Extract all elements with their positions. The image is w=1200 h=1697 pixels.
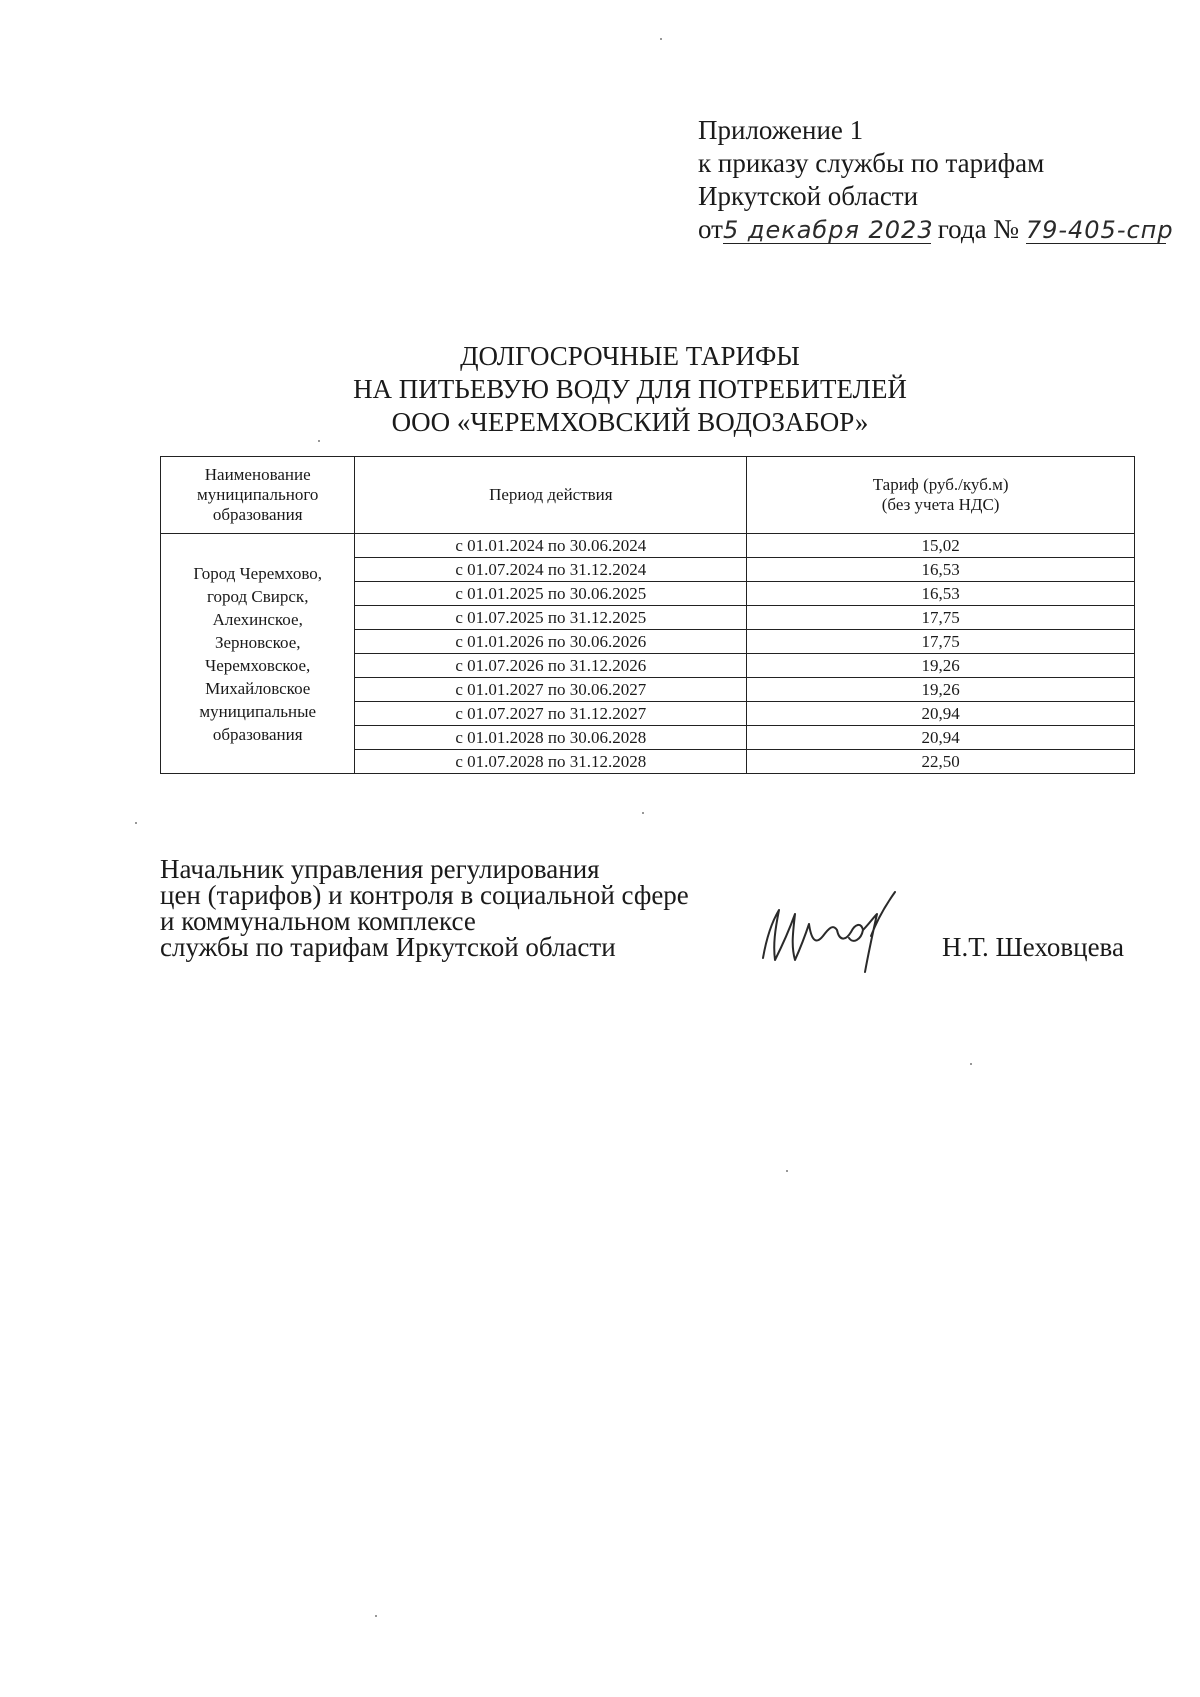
signer-name: Н.Т. Шеховцева	[942, 932, 1124, 962]
municipality-line: образования	[212, 725, 303, 744]
handwritten-signature	[745, 880, 935, 980]
scan-speck	[660, 38, 662, 40]
municipality-cell	[161, 534, 355, 774]
header-municipality	[161, 457, 355, 534]
tariff-cell: 16,53	[747, 582, 1135, 606]
tariff-cell: 20,94	[747, 702, 1135, 726]
header-municipality-line: образования	[212, 505, 303, 524]
header-tariff-line: (без учета НДС)	[881, 495, 1000, 514]
title-line-2: НА ПИТЬЕВУЮ ВОДУ ДЛЯ ПОТРЕБИТЕЛЕЙ	[353, 374, 907, 404]
period-cell: с 01.07.2027 по 31.12.2027	[355, 702, 747, 726]
signer-block	[160, 856, 800, 960]
scan-speck	[642, 812, 644, 814]
tariff-cell: 19,26	[747, 678, 1135, 702]
tariff-cell: 20,94	[747, 726, 1135, 750]
handwritten-date: 5 декабря 2023	[722, 216, 934, 244]
tariff-cell: 17,75	[747, 630, 1135, 654]
tariff-cell: 19,26	[747, 654, 1135, 678]
header-period: Период действия	[355, 457, 747, 534]
title-line-1: ДОЛГОСРОЧНЫЕ ТАРИФЫ	[460, 341, 800, 371]
appendix-line-1: Приложение 1	[698, 115, 864, 145]
signer-position-line-3: и коммунальном комплексе	[160, 906, 476, 936]
period-cell: с 01.01.2028 по 30.06.2028	[355, 726, 747, 750]
signer-position-line-1: Начальник управления регулирования	[160, 854, 600, 884]
appendix-header	[698, 114, 1174, 246]
table-body	[161, 534, 1135, 774]
signer-position-line-2: цен (тарифов) и контроля в социальной сфере	[160, 880, 689, 910]
table-header-row	[161, 457, 1135, 534]
scan-speck	[135, 822, 137, 824]
tariff-cell: 15,02	[747, 534, 1135, 558]
period-cell: с 01.07.2025 по 31.12.2025	[355, 606, 747, 630]
year-label: года №	[937, 214, 1020, 244]
tariff-cell: 16,53	[747, 558, 1135, 582]
header-municipality-line: муниципального	[197, 485, 319, 504]
municipality-line: Михайловское	[205, 679, 311, 698]
scan-speck	[375, 1615, 377, 1617]
scan-speck	[970, 1063, 972, 1065]
period-cell: с 01.01.2025 по 30.06.2025	[355, 582, 747, 606]
tariff-cell: 22,50	[747, 750, 1135, 774]
period-cell: с 01.01.2026 по 30.06.2026	[355, 630, 747, 654]
municipality-line: Зерновское,	[214, 633, 301, 652]
header-municipality-line: Наименование	[204, 465, 311, 484]
municipality-line: Город Черемхово,	[193, 564, 323, 583]
signer-position-line-4: службы по тарифам Иркутской области	[160, 932, 616, 962]
header-tariff	[747, 457, 1135, 534]
title-line-3: ООО «ЧЕРЕМХОВСКИЙ ВОДОЗАБОР»	[391, 407, 869, 437]
period-cell: с 01.07.2024 по 31.12.2024	[355, 558, 747, 582]
scan-speck	[318, 440, 320, 442]
tariff-cell: 17,75	[747, 606, 1135, 630]
table-row	[161, 534, 1135, 558]
document-title	[300, 340, 960, 439]
appendix-line-2: к приказу службы по тарифам	[698, 148, 1045, 178]
municipality-line: муниципальные	[199, 702, 317, 721]
header-tariff-line: Тариф (руб./куб.м)	[872, 475, 1009, 494]
municipality-line: Черемховское,	[205, 656, 311, 675]
scan-speck	[786, 1170, 788, 1172]
period-cell: с 01.01.2024 по 30.06.2024	[355, 534, 747, 558]
period-cell: с 01.07.2026 по 31.12.2026	[355, 654, 747, 678]
period-cell: с 01.07.2028 по 31.12.2028	[355, 750, 747, 774]
municipality-line: город Свирск,	[206, 587, 309, 606]
from-label: от	[698, 214, 723, 244]
handwritten-order-number: 79-405-спр	[1025, 216, 1174, 244]
municipality-line: Алехинское,	[212, 610, 303, 629]
period-cell: с 01.01.2027 по 30.06.2027	[355, 678, 747, 702]
tariff-table	[160, 456, 1135, 774]
appendix-order-line	[698, 213, 1174, 246]
appendix-line-3: Иркутской области	[698, 181, 919, 211]
